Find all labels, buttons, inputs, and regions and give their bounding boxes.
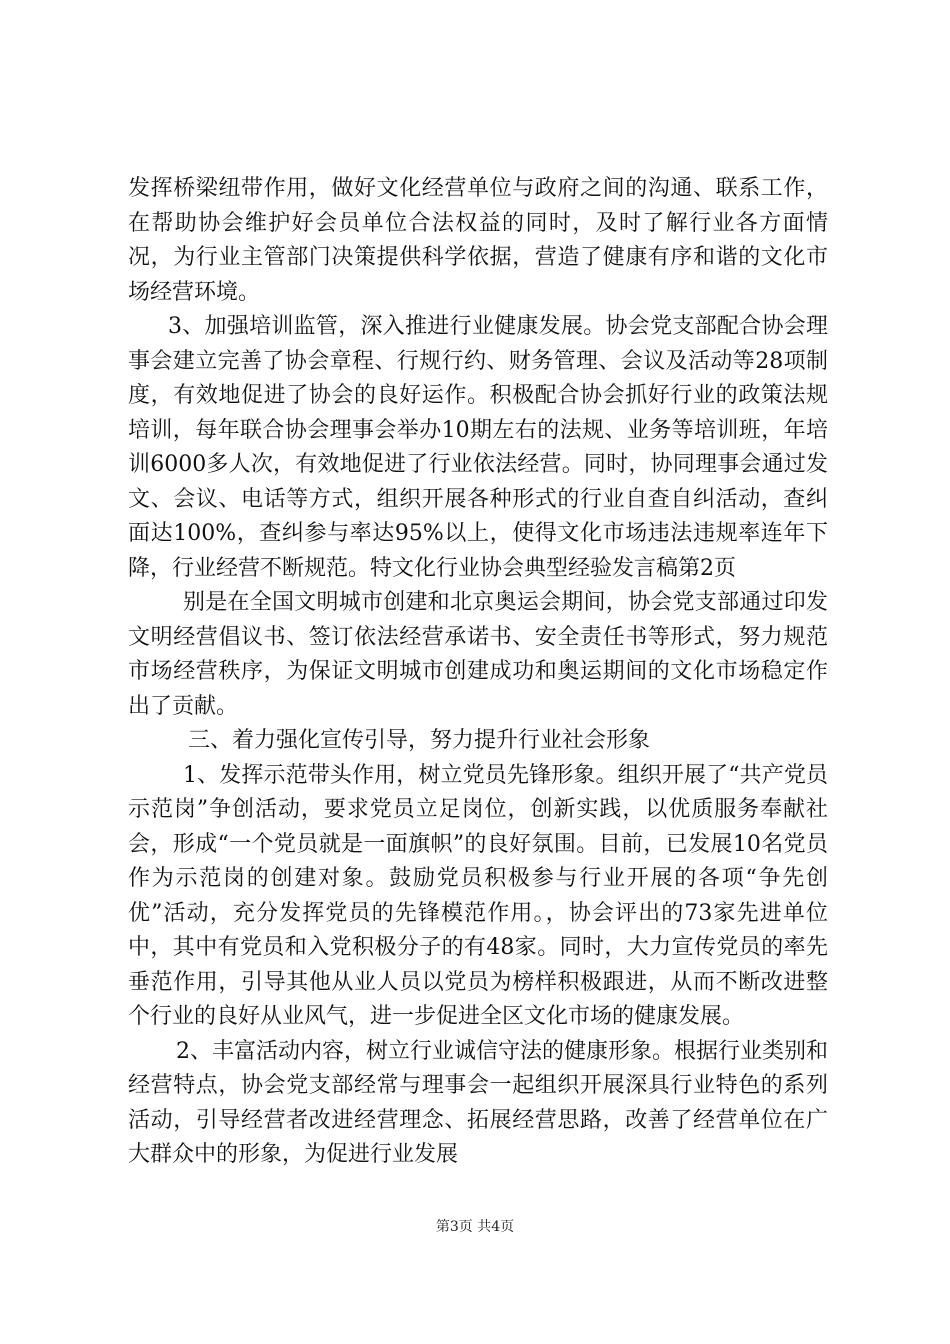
paragraph-civilized-city: 别是在全国文明城市创建和北京奥运会期间，协会党支部通过印发文明经营倡议书、签订依法经营承诺书、安全责任书等形式，努力规范市场经营秩序，为保证文明城市创建成功和奥运期间的文化市场稳定作出了贡献。 — [128, 590, 828, 719]
paragraph-bridge-role: 发挥桥梁纽带作用，做好文化经营单位与政府之间的沟通、联系工作，在帮助协会维护好会员单位合法权益的同时，及时了解行业各方面情况，为行业主管部门决策提供科学依据，营造了健康有序和谐的文化市场经营环境。 — [128, 176, 828, 305]
page-number-footer: 第3页 共4页 — [435, 1219, 515, 1235]
paragraph-training-supervision: 3、加强培训监管，深入推进行业健康发展。协会党支部配合协会理事会建立完善了协会章程、行规行约、财务管理、会议及活动等28项制度，有效地促进了协会的良好运作。积极配合协会抓好行业的政策法规培训，每年联合协会理事会举办10期左右的法规、业务等培训班，年培训6000多人次，有效地促进了行业依法经营。同时，协同理事会通过发文、会议、电话等方式，组织开展各种形式的行业自查自纠活动，查纠面达100%，查纠参与率达95%以上，使得文化市场违法违规率连年下降，行业经营不断规范。特文化行业协会典型经验发言稿第2页 — [128, 314, 828, 581]
section-heading-publicity: 三、着力强化宣传引导，努力提升行业社会形象 — [188, 728, 651, 753]
document-body — [128, 172, 828, 1173]
paragraph-model-role: 1、发挥示范带头作用，树立党员先锋形象。组织开展了“共产党员示范岗”争创活动，要求党员立足岗位，创新实践，以优质服务奉献社会，形成“一个党员就是一面旗帜”的良好氛围。目前，已发展10名党员作为示范岗的创建对象。鼓励党员积极参与行业开展的各项“争先创优”活动，充分发挥党员的先锋模范作用。，协会评出的73家先进单位中，其中有党员和入党积极分子的有48家。同时，大力宣传党员的率先垂范作用，引导其他从业人员以党员为榜样积极跟进，从而不断改进整个行业的良好从业风气，进一步促进全区文化市场的健康发展。 — [128, 762, 828, 1029]
paragraph-enrich-activities: 2、丰富活动内容，树立行业诚信守法的健康形象。根据行业类别和经营特点，协会党支部经常与理事会一起组织开展深具行业特色的系列活动，引导经营者改进经营理念、拓展经营思路，改善了经营单位在广大群众中的形象，为促进行业发展 — [128, 1038, 828, 1167]
